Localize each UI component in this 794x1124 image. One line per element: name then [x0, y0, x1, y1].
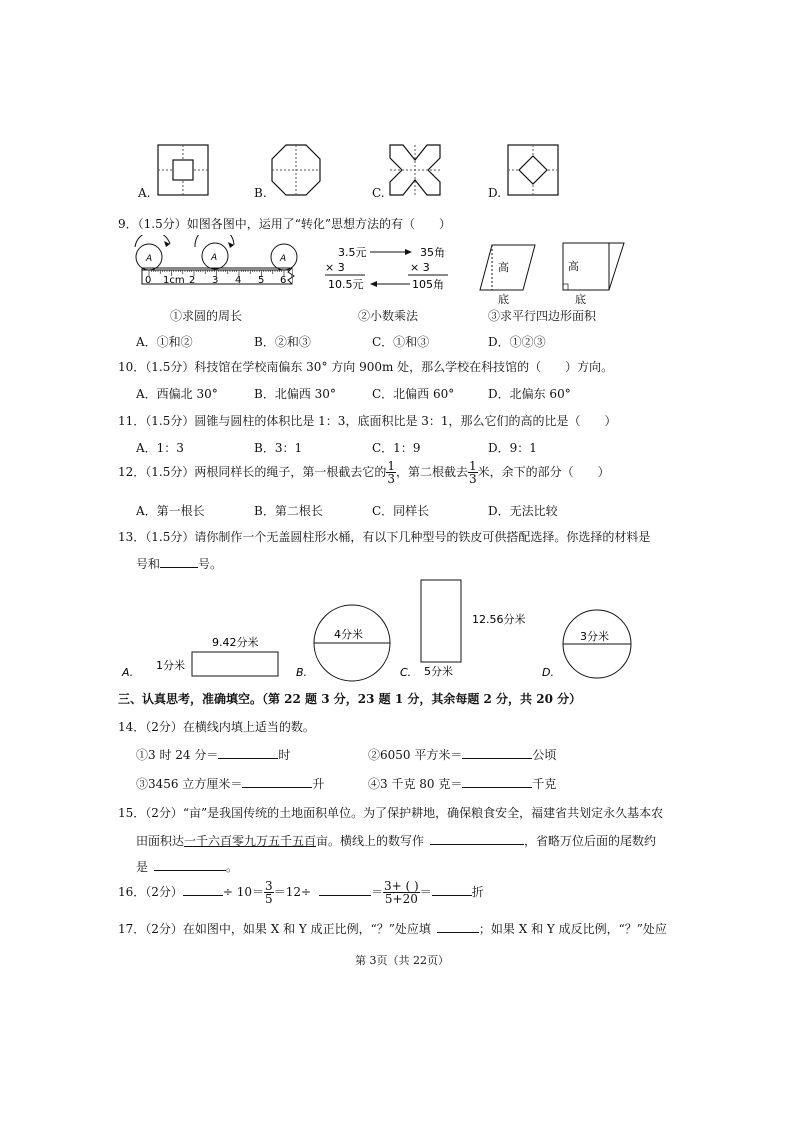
q12-fraction-2: $\frac{1}{3}$ — [469, 459, 477, 486]
q10-option-a: A．西偏北 30° — [136, 387, 218, 401]
para2-gao: 高 — [568, 260, 579, 273]
mult-top-left: 3.5元 — [338, 246, 367, 259]
q11-option-d: D．9：1 — [488, 441, 537, 455]
q9-option-c: C．①和③ — [372, 335, 430, 349]
q16-fraction-1: $\frac{3}{5}$ — [265, 879, 273, 906]
tick-5: 5 — [258, 275, 265, 286]
q12-text-b: ，第二根截去 — [396, 465, 469, 479]
q12-option-c: C．同样长 — [372, 504, 430, 518]
mult-top-right: 35角 — [420, 246, 445, 259]
q13-a-width: 9.42分米 — [212, 636, 259, 649]
q13-text-a: 号和 — [136, 557, 161, 571]
mult-bot-right: 105角 — [412, 278, 444, 291]
q13-d-diameter: 3分米 — [580, 630, 609, 643]
q9-caption-2: ②小数乘法 — [358, 309, 419, 323]
para1-gao: 高 — [498, 261, 509, 274]
q9-option-b: B．②和③ — [254, 335, 311, 349]
q16-blank-3[interactable] — [432, 883, 472, 896]
q12-text-c: 米，余下的部分（ ） — [477, 465, 610, 479]
q15-line1: 15．（2分）“亩”是我国传统的土地面积单位。为了保护耕地，确保粮食安全，福建省共划定永久基本农 — [118, 806, 664, 820]
q13-a-height: 1分米 — [156, 659, 185, 672]
tick-2: 2 — [189, 275, 196, 286]
q9-option-a: A．①和② — [136, 335, 193, 349]
q14-item-2: ②6050 平方米＝ 公顷 — [368, 748, 557, 762]
page-footer: 第 3页（共 22页） — [355, 954, 449, 967]
q15-line2: 田面积达一千六百零九万五千五百亩。横线上的数写作 ，省略万位后面的尾数约 — [136, 834, 657, 848]
para2-di: 底 — [575, 293, 586, 306]
q15-blank-1[interactable] — [430, 832, 524, 845]
q12-stem — [118, 460, 610, 485]
q12-option-b: B．第二根长 — [254, 504, 323, 518]
q13-a-label: A. — [122, 666, 134, 679]
ruler-figure — [135, 235, 297, 286]
q10-option-d: D．北偏东 60° — [488, 387, 571, 401]
q9-option-d: D．①②③ — [488, 335, 546, 349]
q10-option-b: B．北偏西 30° — [254, 387, 336, 401]
q12-text-a: 12．（1.5分）两根同样长的绳子，第一根截去它的 — [118, 465, 387, 479]
q8-option-d: D. — [488, 186, 502, 200]
q17: 17．（2分）在如图中，如果 X 和 Y 成正比例，“？”处应填 ；如果 X 和 Y 成反比例，“？”处应 — [118, 922, 667, 936]
q14-item-1: ①3 时 24 分＝ 时 — [136, 748, 291, 762]
q9-caption-1: ①求圆的周长 — [170, 309, 243, 323]
q16-blank-2[interactable] — [319, 883, 371, 896]
q13-line1: 13．（1.5分）请你制作一个无盖圆柱形水桶，有以下几种型号的铁皮可供搭配选择。你选择的材料是 — [118, 530, 651, 544]
q14-blank-3[interactable] — [242, 775, 312, 788]
decimal-multiplication-figure — [325, 245, 448, 291]
q8-option-b: B. — [254, 186, 267, 200]
q9-caption-3: ③求平行四边形面积 — [488, 309, 597, 323]
q14-item-4: ④3 千克 80 克＝ 千克 — [368, 777, 557, 791]
q11-option-b: B．3：1 — [254, 441, 303, 455]
q16-fraction-2: $\frac{3+ ( )}{5+20}$ — [384, 879, 419, 906]
ruler-letter-3: A — [280, 254, 287, 264]
ruler-letter-1: A — [146, 254, 153, 264]
q13-blank[interactable] — [160, 555, 198, 568]
q14-stem: 14．（2分）在横线内填上适当的数。 — [118, 720, 315, 734]
q10-stem: 10．（1.5分）科技馆在学校南偏东 30° 方向 900m 处，那么学校在科技馆的（ ）方向。 — [118, 360, 614, 374]
q13-text-b: 号。 — [198, 557, 223, 571]
q15-underlined-number: 一千六百零九万五千五百 — [184, 834, 317, 848]
q13-c-width: 5分米 — [424, 665, 453, 678]
q12-option-a: A．第一根长 — [136, 504, 205, 518]
q15-blank-2[interactable] — [154, 858, 226, 871]
q8-option-c: C. — [372, 186, 385, 200]
mult-mul-left: × 3 — [325, 261, 345, 274]
q11-stem: 11．（1.5分）圆锥与圆柱的体积比是 1：3，底面积比是 3：1，那么它们的高的比是（ ） — [118, 414, 617, 428]
q17-blank[interactable] — [437, 920, 479, 933]
q12-fraction-1: $\frac{1}{3}$ — [387, 459, 395, 486]
q13-figures — [110, 578, 650, 683]
q13-a-rect — [192, 652, 278, 676]
q16-blank-1[interactable] — [183, 883, 223, 896]
q13-b-diameter: 4分米 — [334, 628, 363, 641]
q8-figure-a — [158, 145, 208, 195]
q8-figure-c — [390, 145, 440, 195]
tick-1: 1cm — [163, 275, 185, 286]
tick-0: 0 — [145, 275, 152, 286]
parallelogram-figure — [480, 243, 624, 306]
q14-blank-2[interactable] — [462, 746, 532, 759]
q8-figure-d — [508, 145, 558, 195]
tick-4: 4 — [235, 275, 242, 286]
q8-figure-b — [272, 145, 320, 195]
mult-mul-right: × 3 — [410, 261, 430, 274]
q13-line2 — [136, 555, 222, 572]
q13-c-height: 12.56分米 — [472, 613, 526, 626]
para1-di: 底 — [498, 293, 509, 306]
q11-option-a: A．1：3 — [136, 441, 184, 455]
q13-b-label: B. — [296, 666, 308, 679]
q11-option-c: C．1：9 — [372, 441, 421, 455]
q10-option-c: C．北偏西 60° — [372, 387, 455, 401]
q13-d-label: D. — [542, 666, 554, 679]
q15-line3: 是 。 — [136, 860, 239, 874]
q14-item-3: ③3456 立方厘米＝ 升 — [136, 777, 325, 791]
q12-option-d: D．无法比较 — [488, 504, 558, 518]
ruler-letter-2: A — [211, 253, 218, 263]
tick-6: 6 — [280, 275, 287, 286]
q8-option-a: A. — [138, 186, 151, 200]
q13-c-rect — [421, 580, 461, 662]
mult-bot-left: 10.5元 — [328, 278, 364, 291]
section-3-heading: 三、认真思考，准确填空。（第 22 题 3 分，23 题 1 分，其余每题 2 分，共 20 分） — [118, 692, 582, 706]
tick-3: 3 — [212, 275, 219, 286]
q13-c-label: C. — [400, 666, 412, 679]
q14-blank-1[interactable] — [218, 746, 278, 759]
q14-blank-4[interactable] — [462, 775, 532, 788]
q9-stem: 9．（1.5分）如图各图中，运用了“转化”思想方法的有（ ） — [118, 217, 451, 231]
q16: 16．（2分） ÷ 10＝ $\frac{3}{5}$ ＝12÷ ＝ $\frac{3+ ( )}{5+20}$ ＝ 折 — [118, 879, 484, 906]
